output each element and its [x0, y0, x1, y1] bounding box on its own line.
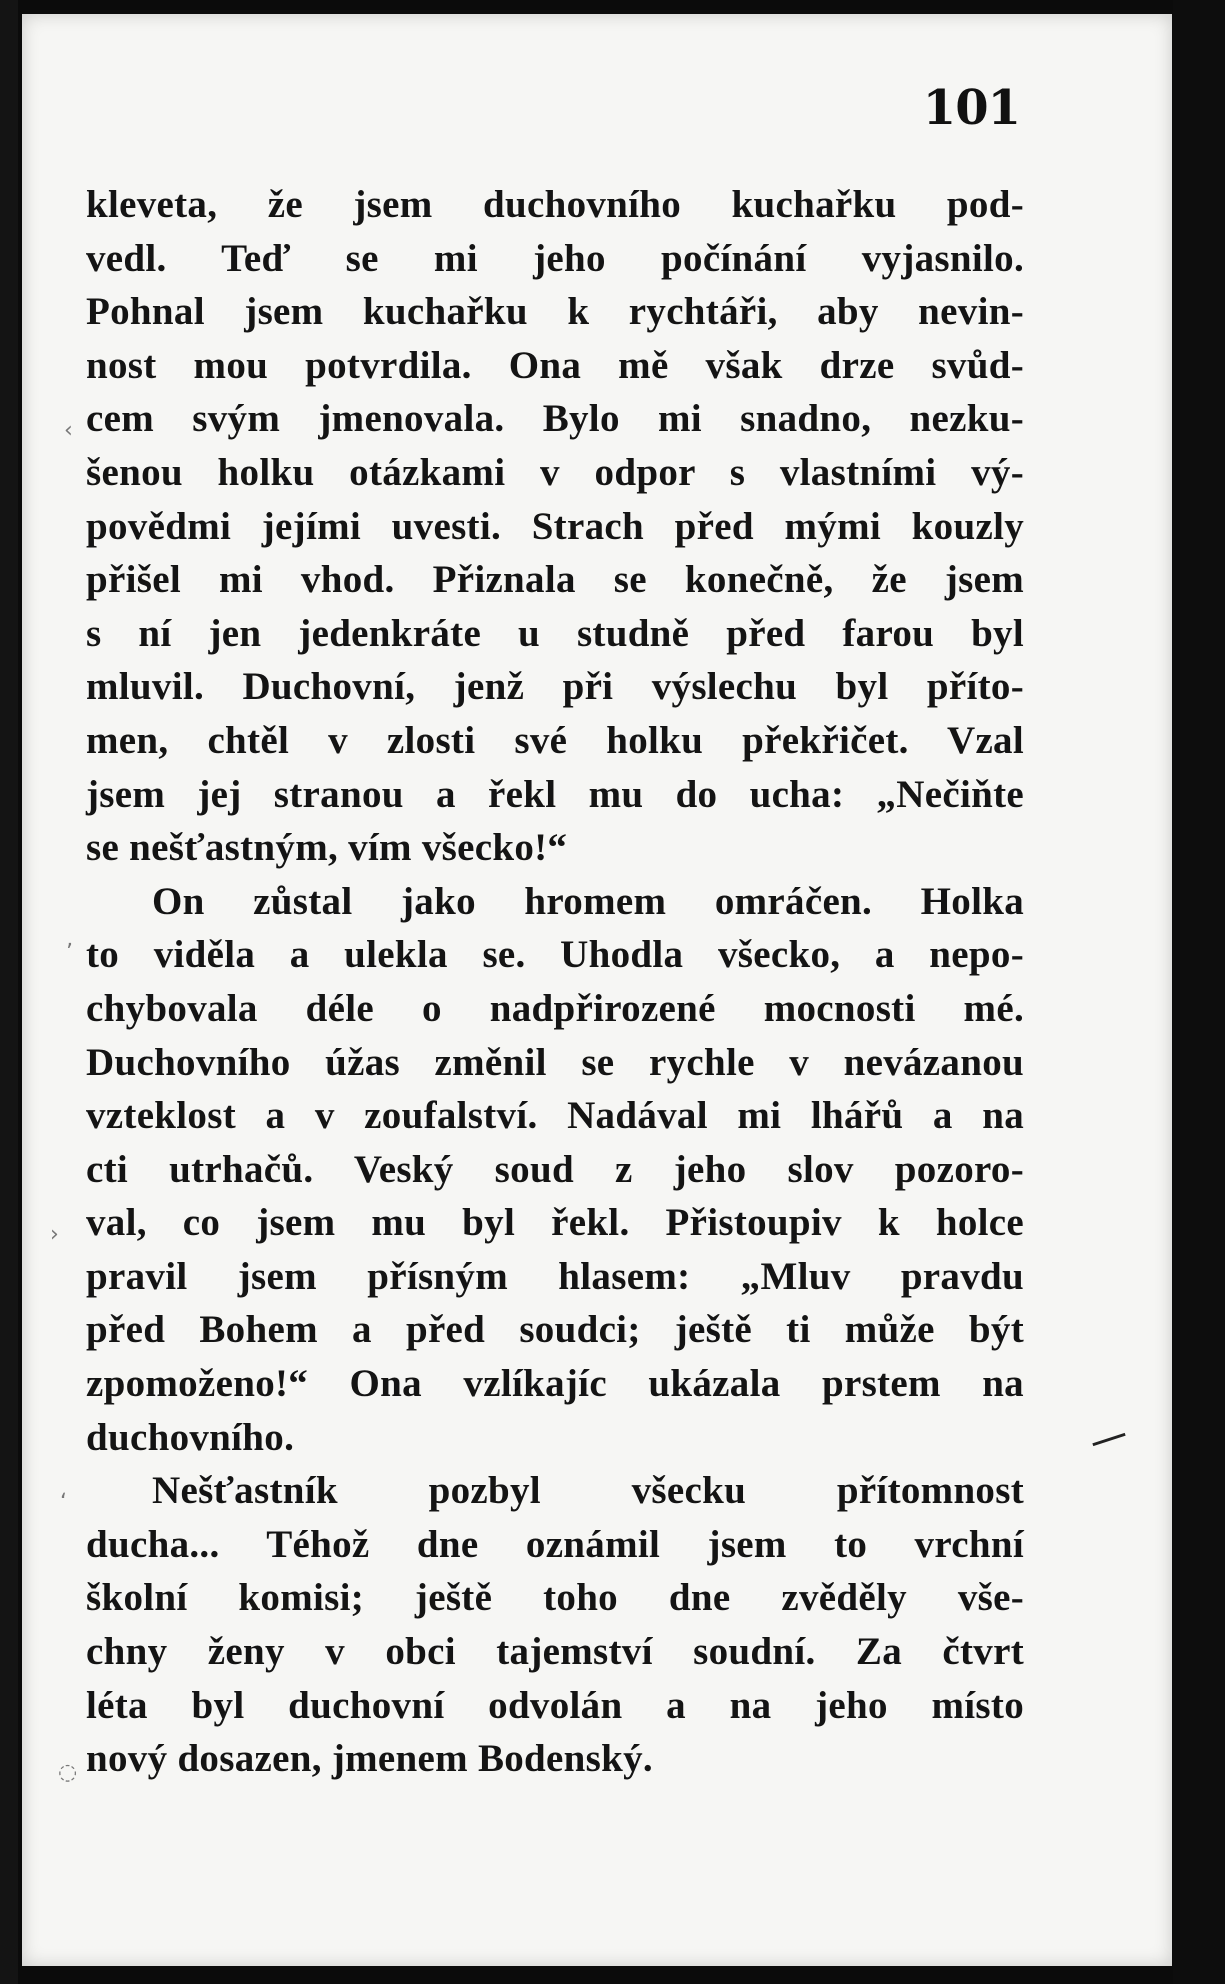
margin-speck: ʼ — [66, 940, 73, 965]
text-line: On zůstal jako hromem omráčen. Holka — [152, 879, 1024, 923]
text-line: chybovala déle o nadpřirozené mocnosti mé. — [86, 986, 1024, 1030]
page-number: 101 — [922, 80, 1020, 136]
text-line: nový dosazen, jmenem Bodenský. — [86, 1737, 653, 1781]
text-line: před Bohem a před soudci; ještě ti může být — [86, 1308, 1024, 1352]
text-line: kleveta, že jsem duchovního kuchařku pod- — [86, 183, 1024, 226]
text-line: vedl. Teď se mi jeho počínání vyjasnilo. — [86, 236, 1024, 280]
margin-speck: ◌ — [58, 1760, 78, 1785]
text-line: pravil jsem přísným hlasem: „Mluv pravdu — [86, 1254, 1024, 1298]
margin-speck: ‹ — [64, 418, 73, 443]
text-line: jsem jej stranou a řekl mu do ucha: „Nečiňte — [86, 772, 1024, 816]
text-line: šenou holku otázkami v odpor s vlastními vý- — [86, 450, 1024, 494]
text-line: zpomoženo!“ Ona vzlíkajíc ukázala prstem na — [86, 1362, 1024, 1406]
text-line: se nešťastným, vím všecko!“ — [86, 826, 568, 870]
scan-right-edge — [1173, 0, 1225, 1984]
text-line: duchovního. — [86, 1415, 295, 1459]
text-line: léta byl duchovní odvolán a na jeho místo — [86, 1683, 1024, 1727]
scan-left-edge — [0, 0, 18, 1984]
margin-speck: › — [50, 1222, 59, 1247]
text-line: men, chtěl v zlosti své holku překřičet. Vzal — [86, 718, 1024, 762]
text-line: val, co jsem mu byl řekl. Přistoupiv k holce — [86, 1201, 1024, 1245]
text-line: přišel mi vhod. Přiznala se konečně, že jsem — [86, 558, 1024, 602]
text-line: ducha... Téhož dne oznámil jsem to vrchní — [86, 1522, 1024, 1566]
text-line: Pohnal jsem kuchařku k rychtáři, aby nevin- — [86, 290, 1024, 334]
text-line: vzteklost a v zoufalství. Nadával mi lhářů a na — [86, 1094, 1024, 1138]
text-line: Duchovního úžas změnil se rychle v nevázanou — [86, 1040, 1024, 1084]
text-line: s ní jen jedenkráte u studně před farou byl — [86, 611, 1024, 655]
text-line: chny ženy v obci tajemství soudní. Za čtvrt — [86, 1630, 1024, 1674]
page-body — [86, 178, 1024, 1786]
margin-speck: ʻ — [60, 1490, 67, 1515]
text-line: nost mou potvrdila. Ona mě však drze svůd- — [86, 343, 1024, 387]
text-line: Nešťastník pozbyl všecku přítomnost — [152, 1469, 1024, 1513]
text-line: mluvil. Duchovní, jenž při výslechu byl příto- — [86, 665, 1024, 709]
text-line: školní komisi; ještě toho dne zvěděly vše- — [86, 1576, 1024, 1620]
text-line: povědmi jejími uvesti. Strach před mými kouzly — [86, 504, 1024, 548]
text-line: cti utrhačů. Veský soud z jeho slov pozoro- — [86, 1147, 1024, 1191]
text-line: to viděla a ulekla se. Uhodla všecko, a nepo- — [86, 933, 1024, 977]
text-line: cem svým jmenovala. Bylo mi snadno, nezku- — [86, 397, 1024, 441]
